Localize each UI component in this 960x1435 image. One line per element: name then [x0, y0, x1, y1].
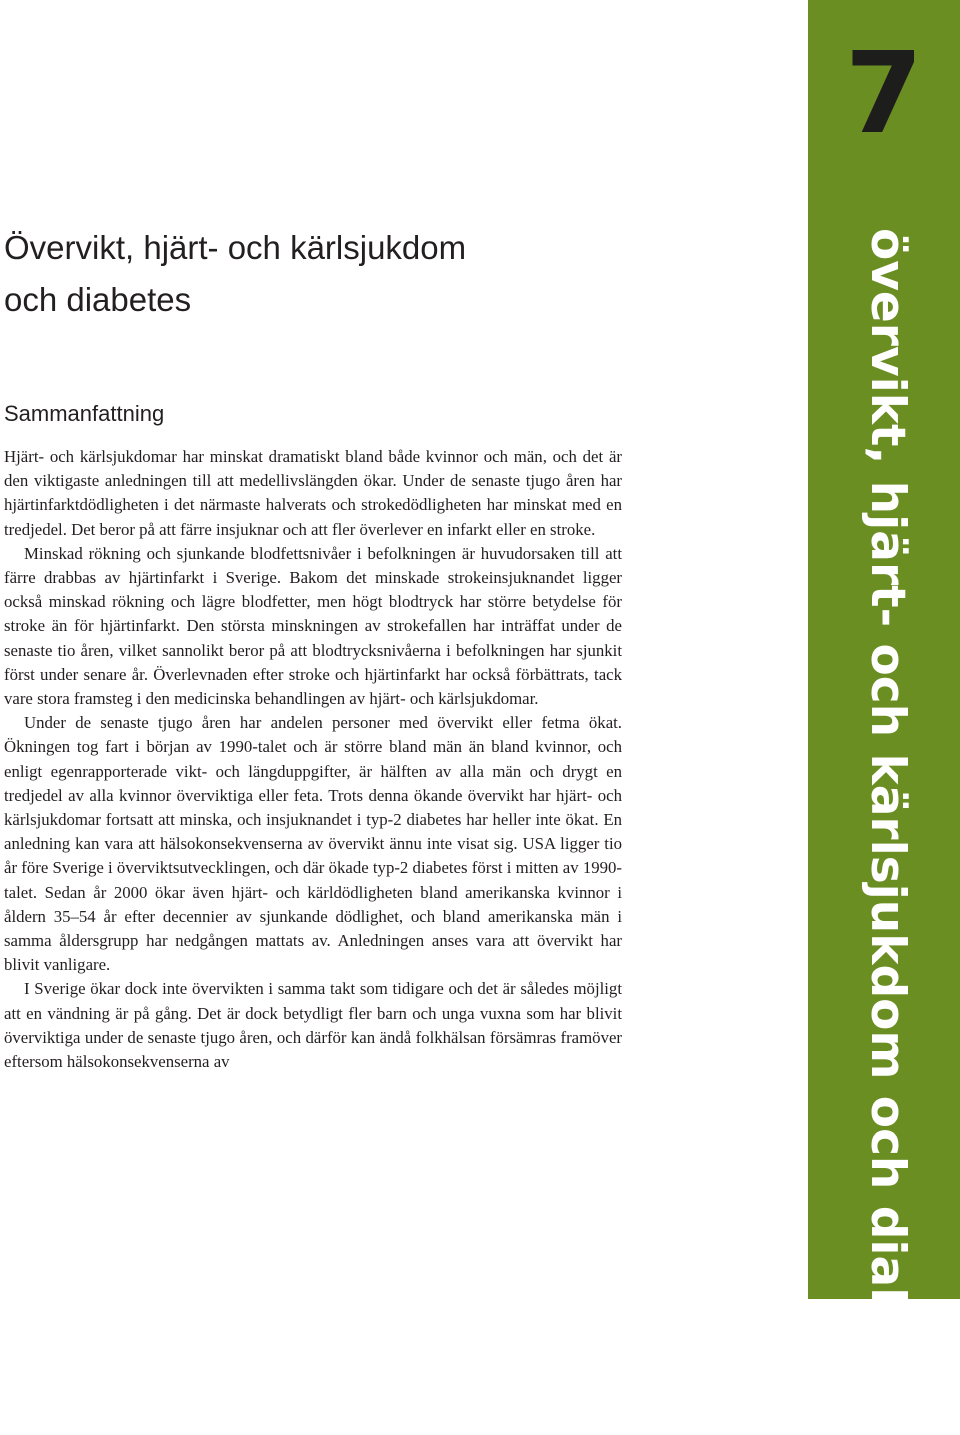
paragraph: Hjärt- och kärlsjukdomar har minskat dramatiskt bland både kvinnor och män, och det är den viktigaste anledningen till att medellivslängden ökar. Under de senaste tjugo åren har hjärtinfarktdödligheten i det närmaste halverats och strokedödligheten har minskat med en tredjedel. Det beror på att färre insjuknar och att fler överlever en infarkt eller en stroke. [4, 447, 622, 539]
section-heading: Sammanfattning [4, 401, 165, 426]
paragraph: Minskad rökning och sjunkande blodfettsnivåer i befolkningen är huvudorsaken till att färre drabbas av hjärtinfarkt i Sverige. Bakom det minskade strokeinsjuknandet ligger också minskad rökning och lägre blodfetter, men högt blodtryck har större betydelse för stroke än för hjärtinfarkt. Den största minskningen av strokefallen har inträffat under de senaste tio åren, vilket sannolikt beror på att blodtrycksnivåerna i befolkningen har sjunkit först under senare år. Överlevnaden efter stroke och hjärtinfarkt har också förbättrats, tack vare stora framsteg i den medicinska behandlingen av hjärt- och kärlsjukdomar. [4, 543, 622, 709]
page-title [4, 222, 704, 326]
page-title-line-2: och diabetes [4, 281, 192, 318]
summary-body [4, 445, 622, 1074]
paragraph: I Sverige ökar dock inte övervikten i samma takt som tidigare och det är således möjligt att en vändning är på gång. Det är dock betydligt fler barn och unga vuxna som har blivit överviktiga under de senaste tjugo åren, och därför kan ändå folkhälsan försämras framöver eftersom hälsokonsekvenserna av [4, 979, 622, 1072]
page-title-line-1: Övervikt, hjärt- och kärlsjukdom [4, 229, 467, 266]
paragraph: Under de senaste tjugo åren har andelen personer med övervikt eller fetma ökat. Ökningen tog fart i början av 1990-talet och är större bland män än bland kvinnor, och enligt egenrapporterade vikt- och längduppgifter, är hälften av alla män och drygt en tredjedel av alla kvinnor överviktiga eller feta. Trots denna ökande övervikt har hjärt- och kärlsjukdomar fortsatt att minska, och insjuknandet i typ-2 diabetes har heller inte ökat. En anledning kan vara att hälsokonsekvenserna av övervikt ännu inte visat sig. USA ligger tio år före Sverige i överviktsutvecklingen, och där ökade typ-2 diabetes först i mitten av 1990-talet. Sedan år 2000 ökar även hjärt- och kärldödligheten bland amerikanska kvinnor i åldern 35–54 år efter decennier av sjunkande dödlighet, och bland amerikanska män i samma åldersgrupp har nedgången mattats av. Anledningen anses vara att övervikt har blivit vanligare. [4, 713, 622, 975]
chapter-vertical-title: övervikt, hjärt- och kärlsjukdom och diabetes [860, 228, 915, 1435]
chapter-number: 7 [845, 29, 923, 159]
